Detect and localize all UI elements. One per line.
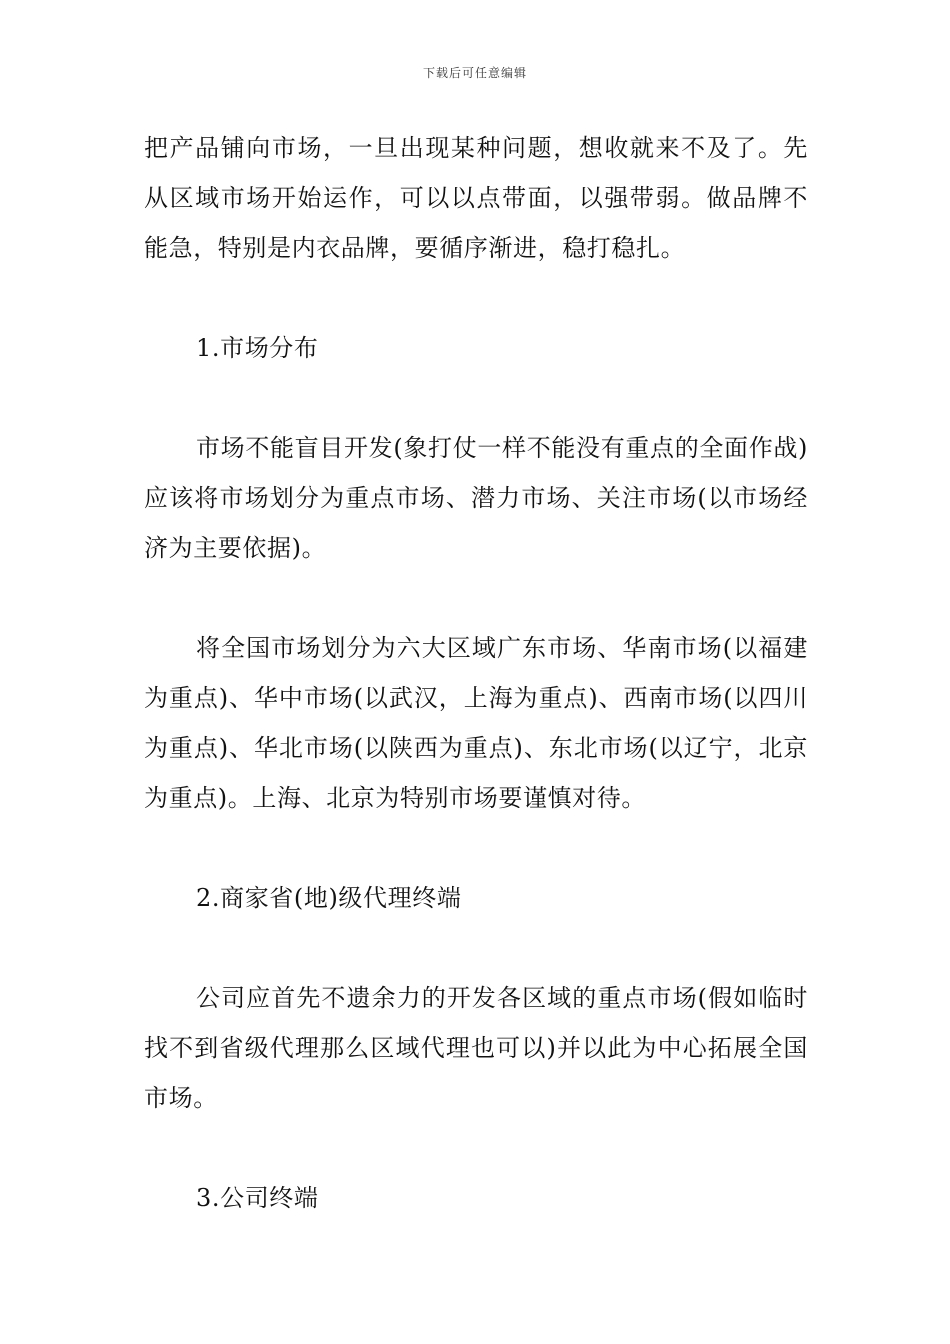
page-header: 下载后可任意编辑 (422, 66, 527, 80)
paragraph-key-markets: 公司应首先不遗余力的开发各区域的重点市场(假如临时找不到省级代理那么区域代理也可以)并以此为中心拓展全国市场。 (144, 984, 808, 1112)
paragraph-intro: 把产品铺向市场，一旦出现某种问题，想收就来不及了。先从区域市场开始运作，可以以点带面，以强带弱。做品牌不能急，特别是内衣品牌，要循序渐进，稳打稳扎。 (144, 134, 808, 262)
section-heading-agent-terminal: 2.商家省(地)级代理终端 (196, 884, 462, 912)
paragraph-regions: 将全国市场划分为六大区域广东市场、华南市场(以福建为重点)、华中市场(以武汉，上海为重点)、西南市场(以四川为重点)、华北市场(以陕西为重点)、东北市场(以辽宁，北京为重点)。上海、北京为特别市场要谨慎对待。 (144, 634, 808, 812)
document-body (144, 123, 808, 1273)
paragraph-market-division: 市场不能盲目开发(象打仗一样不能没有重点的全面作战)应该将市场划分为重点市场、潜力市场、关注市场(以市场经济为主要依据)。 (144, 434, 808, 562)
section-heading-company-terminal: 3.公司终端 (196, 1184, 319, 1212)
section-heading-market-distribution: 1.市场分布 (196, 334, 319, 362)
